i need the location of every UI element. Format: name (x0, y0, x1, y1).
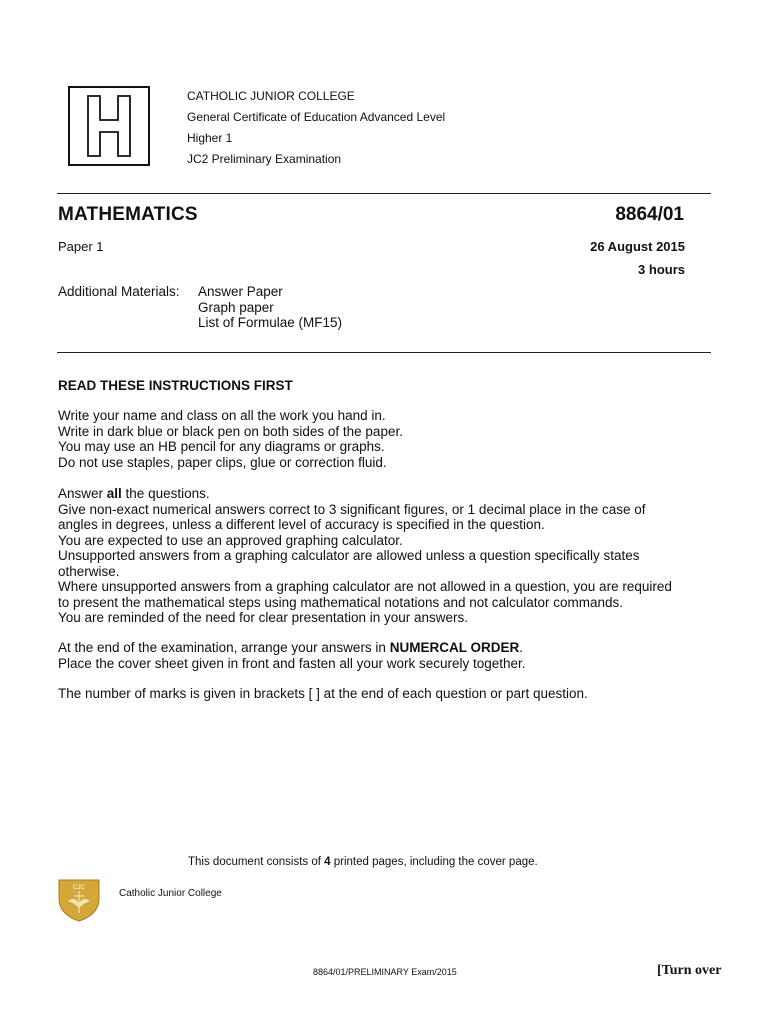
h-logo-icon (70, 88, 148, 164)
paper-number: Paper 1 (58, 239, 104, 254)
instructions-block-order (58, 640, 718, 671)
crest-lettering: CJC (73, 885, 85, 891)
exam-header (187, 86, 445, 170)
college-crest-icon (56, 877, 102, 923)
instruction-line: Where unsupported answers from a graphing calculator are not allowed in a question, you are required (58, 579, 672, 594)
turn-over-note: [Turn over (657, 963, 722, 978)
instruction-line: angles in degrees, unless a different level of accuracy is specified in the question. (58, 517, 545, 532)
instructions-block-answers (58, 486, 718, 626)
emphasis-all: all (106, 486, 122, 501)
materials-label: Additional Materials: (58, 284, 180, 299)
instruction-line: Do not use staples, paper clips, glue or correction fluid. (58, 454, 387, 470)
page-count-note: This document consists of 4 printed pages, including the cover page. (188, 856, 538, 868)
subject-title: MATHEMATICS (58, 204, 198, 225)
paper-code: 8864/01 (615, 204, 684, 225)
instruction-line: Give non-exact numerical answers correct to 3 significant figures, or 1 decimal place in the case of (58, 501, 646, 517)
instruction-line-order: At the end of the examination, arrange your answers in NUMERCAL ORDER. (58, 640, 523, 655)
instruction-line: You are expected to use an approved graphing calculator. (58, 532, 403, 548)
emphasis-order: NUMERCAL ORDER (389, 640, 520, 655)
instruction-line-answer-all: Answer all the questions. (58, 486, 210, 501)
instructions-block-marks (58, 686, 718, 702)
page-count: 4 (324, 856, 331, 868)
instructions-block-general (58, 408, 718, 470)
materials-list (198, 284, 342, 331)
instruction-line: Write in dark blue or black pen on both sides of the paper. (58, 423, 403, 439)
instruction-line: The number of marks is given in brackets [ ] at the end of each question or part question. (58, 686, 588, 701)
instruction-line: to present the mathematical steps using mathematical notations and not calculator commands. (58, 594, 624, 610)
college-title: CATHOLIC JUNIOR COLLEGE (187, 89, 355, 103)
material-item: Graph paper (198, 299, 274, 315)
exam-date: 26 August 2015 (590, 239, 685, 254)
document-code: 8864/01/PRELIMINARY Exam/2015 (313, 967, 457, 977)
instruction-line: You are reminded of the need for clear presentation in your answers. (58, 610, 468, 625)
instruction-line: otherwise. (58, 563, 120, 579)
instruction-line: You may use an HB pencil for any diagrams or graphs. (58, 439, 385, 454)
exam-duration: 3 hours (638, 262, 685, 277)
divider-top (57, 193, 711, 194)
level-title: Higher 1 (187, 131, 233, 145)
instruction-line: Unsupported answers from a graphing calculator are allowed unless a question specifically states (58, 548, 640, 563)
college-logo (68, 86, 150, 166)
college-name: Catholic Junior College (119, 888, 222, 899)
certificate-title: General Certificate of Education Advanced Level (187, 110, 446, 124)
instruction-line: Place the cover sheet given in front and fasten all your work securely together. (58, 655, 526, 671)
instruction-line: Write your name and class on all the work you hand in. (58, 408, 386, 423)
exam-title: JC2 Preliminary Examination (187, 152, 342, 166)
material-item: List of Formulae (MF15) (198, 315, 343, 330)
material-item: Answer Paper (198, 284, 283, 299)
instructions-heading: READ THESE INSTRUCTIONS FIRST (58, 378, 293, 393)
divider-middle (57, 352, 711, 353)
